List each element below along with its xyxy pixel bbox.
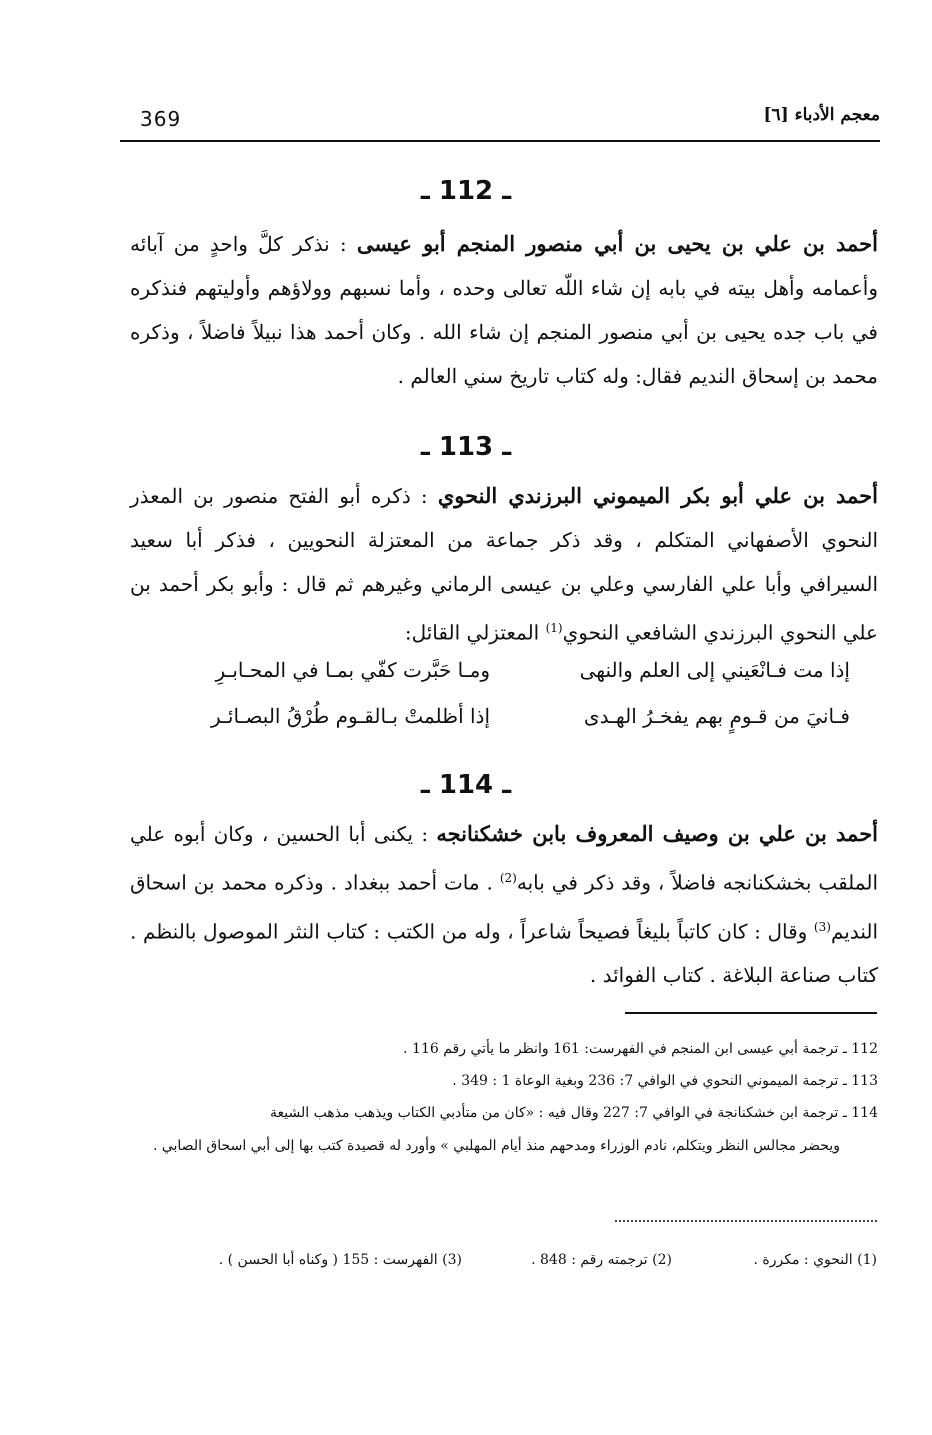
entry-114-heading: أحمد بن علي بن وصيف المعروف بابن خشكنانجه (436, 821, 879, 846)
verse-2 (150, 704, 850, 748)
entry-112-line-2: من آبائه وأعمامه وأهل بيته في بابه إن شاء اللّه تعالى وحده ، وأما نسبهم وولاؤهم (130, 232, 878, 300)
verse-2-first-hemistich: فـانيَ من قـومٍ بهم يفخـرُ الهـدى (583, 704, 850, 728)
entry-number-113: ـ 113 ـ (420, 432, 512, 462)
book-title: معجم الأدباء [٦] (763, 105, 880, 125)
entry-114-line-2: وكان أبوه علي الملقب بخشكنانجه فاضلاً ، وقد ذكر في بابه (130, 822, 879, 895)
note-ref-3: (3) (813, 919, 831, 934)
entry-number-112: ـ 112 ـ (420, 176, 512, 206)
entry-112-line-3: وأوليتهم فنذكره في باب جده يحيى بن أبي منصور المنجم إن شاء الله . وكان أحمد (130, 276, 878, 344)
verse-2-second-hemistich: إذا أظلمتْ بـالقـوم طُرْقُ البصـائـر (211, 704, 490, 728)
entry-114-text (130, 812, 878, 997)
entry-113-heading: أحمد بن علي أبو بكر الميموني البرزندي النحوي (437, 483, 878, 508)
entry-113-text (130, 474, 878, 655)
page-number: 369 (140, 107, 182, 131)
entry-113-line-5: المعتزلي القائل: (404, 620, 540, 645)
note-3: (3) الفهرست : 155 ( وكناه أبا الحسن ) . (218, 1252, 462, 1268)
entry-114-line-4: وذكره محمد بن اسحاق النديم (130, 870, 878, 944)
verse-1-second-hemistich: ومـا حَبَّرت كفّي بمـا في المحـابـرِ (215, 658, 490, 682)
footnote-113: 113 ـ ترجمة الميموني النحوي في الوافي 7: 236 وبغية الوعاة 1 : 349 . (452, 1073, 878, 1089)
dotted-separator (615, 1220, 877, 1222)
entry-114-line-3: . مات أحمد ببغداد . (330, 870, 493, 895)
note-ref-1: (1) (545, 621, 563, 635)
entry-112-line-4: هذا نبيلاً فاضلاً ، وذكره محمد بن إسحاق النديم فقال: وله كتاب تاريخ سني العالم . (130, 320, 878, 388)
entry-114-line-1: : يكنى أبا الحسين ، (261, 822, 429, 846)
note-1: (1) النحوي : مكررة . (753, 1252, 877, 1268)
entry-112-line-1: : نذكر كلَّ واحدٍ (209, 232, 347, 256)
footnote-114-line-2: ويحضر مجالس النظر ويتكلم، نادم الوزراء ومدحهم منذ أيام المهلبي » وأورد له قصيدة كتب بها إلى (274, 1138, 840, 1154)
entry-113-line-3: النحويين ، فذكر أبا سعيد السيرافي وأبا علي الفارسي وعلي بن عيسى الرماني وغيرهم (130, 528, 879, 596)
entry-114-line-5: وقال : كان كاتباً بليغاً فصيحاً شاعراً ، وله من (441, 919, 808, 944)
footnote-114-line-3: أبي اسحاق الصابي . (152, 1138, 271, 1154)
entry-113-line-1: : ذكره أبو الفتح (288, 484, 428, 508)
entry-113-line-2: منصور بن المعذر النحوي الأصفهاني المتكلم ، وقد ذكر جماعة من المعتزلة (130, 484, 879, 552)
verse-1-first-hemistich: إذا مت فـانْعَيني إلى العلم والنهى (579, 658, 850, 682)
footnote-114: 114 ـ ترجمة ابن خشكنانجة في الوافي 7: 227 وقال فيه : «كان من متأدبي الكتاب ويذهب مذهب الشيعة (269, 1105, 878, 1121)
running-header (120, 103, 880, 139)
footnote-114-continuation (130, 1130, 840, 1162)
footnote-112: 112 ـ ترجمة أبي عيسى ابن المنجم في الفهرست: 161 وانظر ما يأتي رقم 116 . (403, 1041, 878, 1057)
verse-1 (150, 658, 850, 702)
entry-113-line-4: ثم قال : وأبو بكر أحمد بن علي النحوي البرزندي الشافعي النحوي (130, 572, 878, 645)
footnote-rule (625, 1012, 877, 1014)
note-2: (2) ترجمته رقم : 848 . (531, 1252, 672, 1268)
note-ref-2: (2) (499, 871, 517, 885)
header-rule (120, 140, 880, 142)
entry-112-text (130, 222, 878, 398)
entry-114-line-6: الكتب : كتاب النثر الموصول بالنظم . كتاب صناعة البلاغة . كتاب الفوائد . (130, 919, 878, 988)
entry-112-heading: أحمد بن علي بن يحيى بن أبي منصور المنجم أبو عيسى (356, 231, 878, 256)
entry-number-114: ـ 114 ـ (420, 770, 512, 800)
